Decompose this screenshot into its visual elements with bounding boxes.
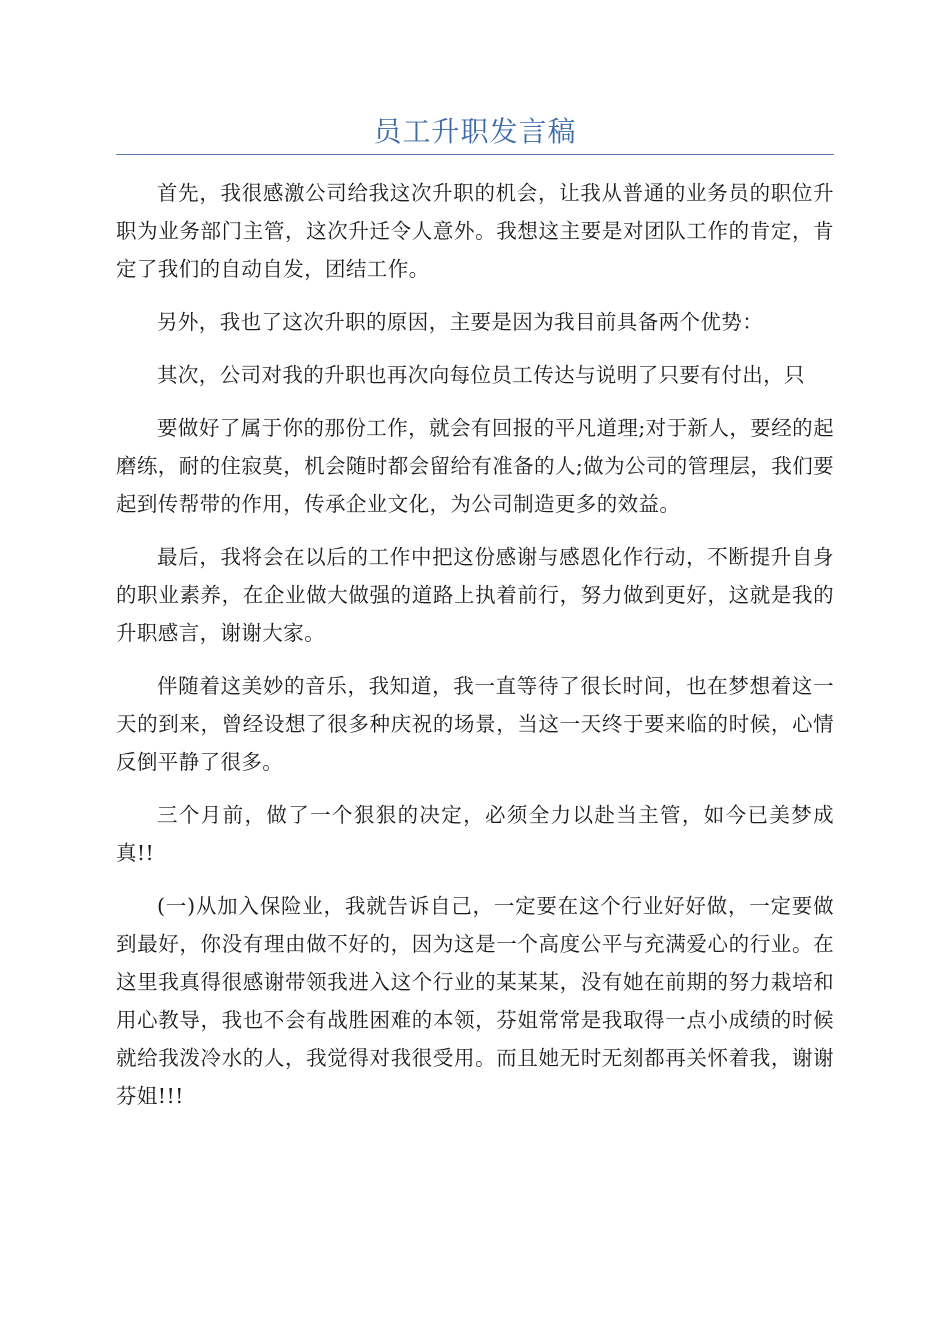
paragraph: 最后，我将会在以后的工作中把这份感谢与感恩化作行动，不断提升自身的职业素养，在企业做大做强的道路上执着前行，努力做到更好，这就是我的升职感言，谢谢大家。	[116, 545, 834, 645]
paragraph: 另外，我也了这次升职的原因，主要是因为我目前具备两个优势：	[157, 310, 764, 334]
title-underline	[116, 154, 834, 155]
paragraph: 其次，公司对我的升职也再次向每位员工传达与说明了只要有付出，只	[157, 363, 805, 387]
document-title: 员工升职发言稿	[373, 115, 577, 148]
document-body	[116, 174, 834, 1130]
paragraph: 伴随着这美妙的音乐，我知道，我一直等待了很长时间，也在梦想着这一天的到来，曾经设想了很多种庆祝的场景，当这一天终于要来临的时候，心情反倒平静了很多。	[116, 674, 834, 774]
paragraph: 要做好了属于你的那份工作，就会有回报的平凡道理;对于新人，要经的起磨练，耐的住寂莫，机会随时都会留给有准备的人;做为公司的管理层，我们要起到传帮带的作用，传承企业文化，为公司制造更多的效益。	[116, 416, 834, 516]
paragraph: 首先，我很感激公司给我这次升职的机会，让我从普通的业务员的职位升职为业务部门主管，这次升迁令人意外。我想这主要是对团队工作的肯定，肯定了我们的自动自发，团结工作。	[116, 181, 834, 281]
paragraph: 三个月前，做了一个狠狠的决定，必须全力以赴当主管，如今已美梦成真!!	[116, 803, 834, 865]
paragraph: (一)从加入保险业，我就告诉自己，一定要在这个行业好好做，一定要做到最好，你没有理由做不好的，因为这是一个高度公平与充满爱心的行业。在这里我真得很感谢带领我进入这个行业的某某某，没有她在前期的努力栽培和用心教导，我也不会有战胜困难的本领，芬姐常常是我取得一点小成绩的时候就给我泼冷水的人，我觉得对我很受用。而且她无时无刻都再关怀着我，谢谢芬姐!!!	[116, 894, 834, 1108]
